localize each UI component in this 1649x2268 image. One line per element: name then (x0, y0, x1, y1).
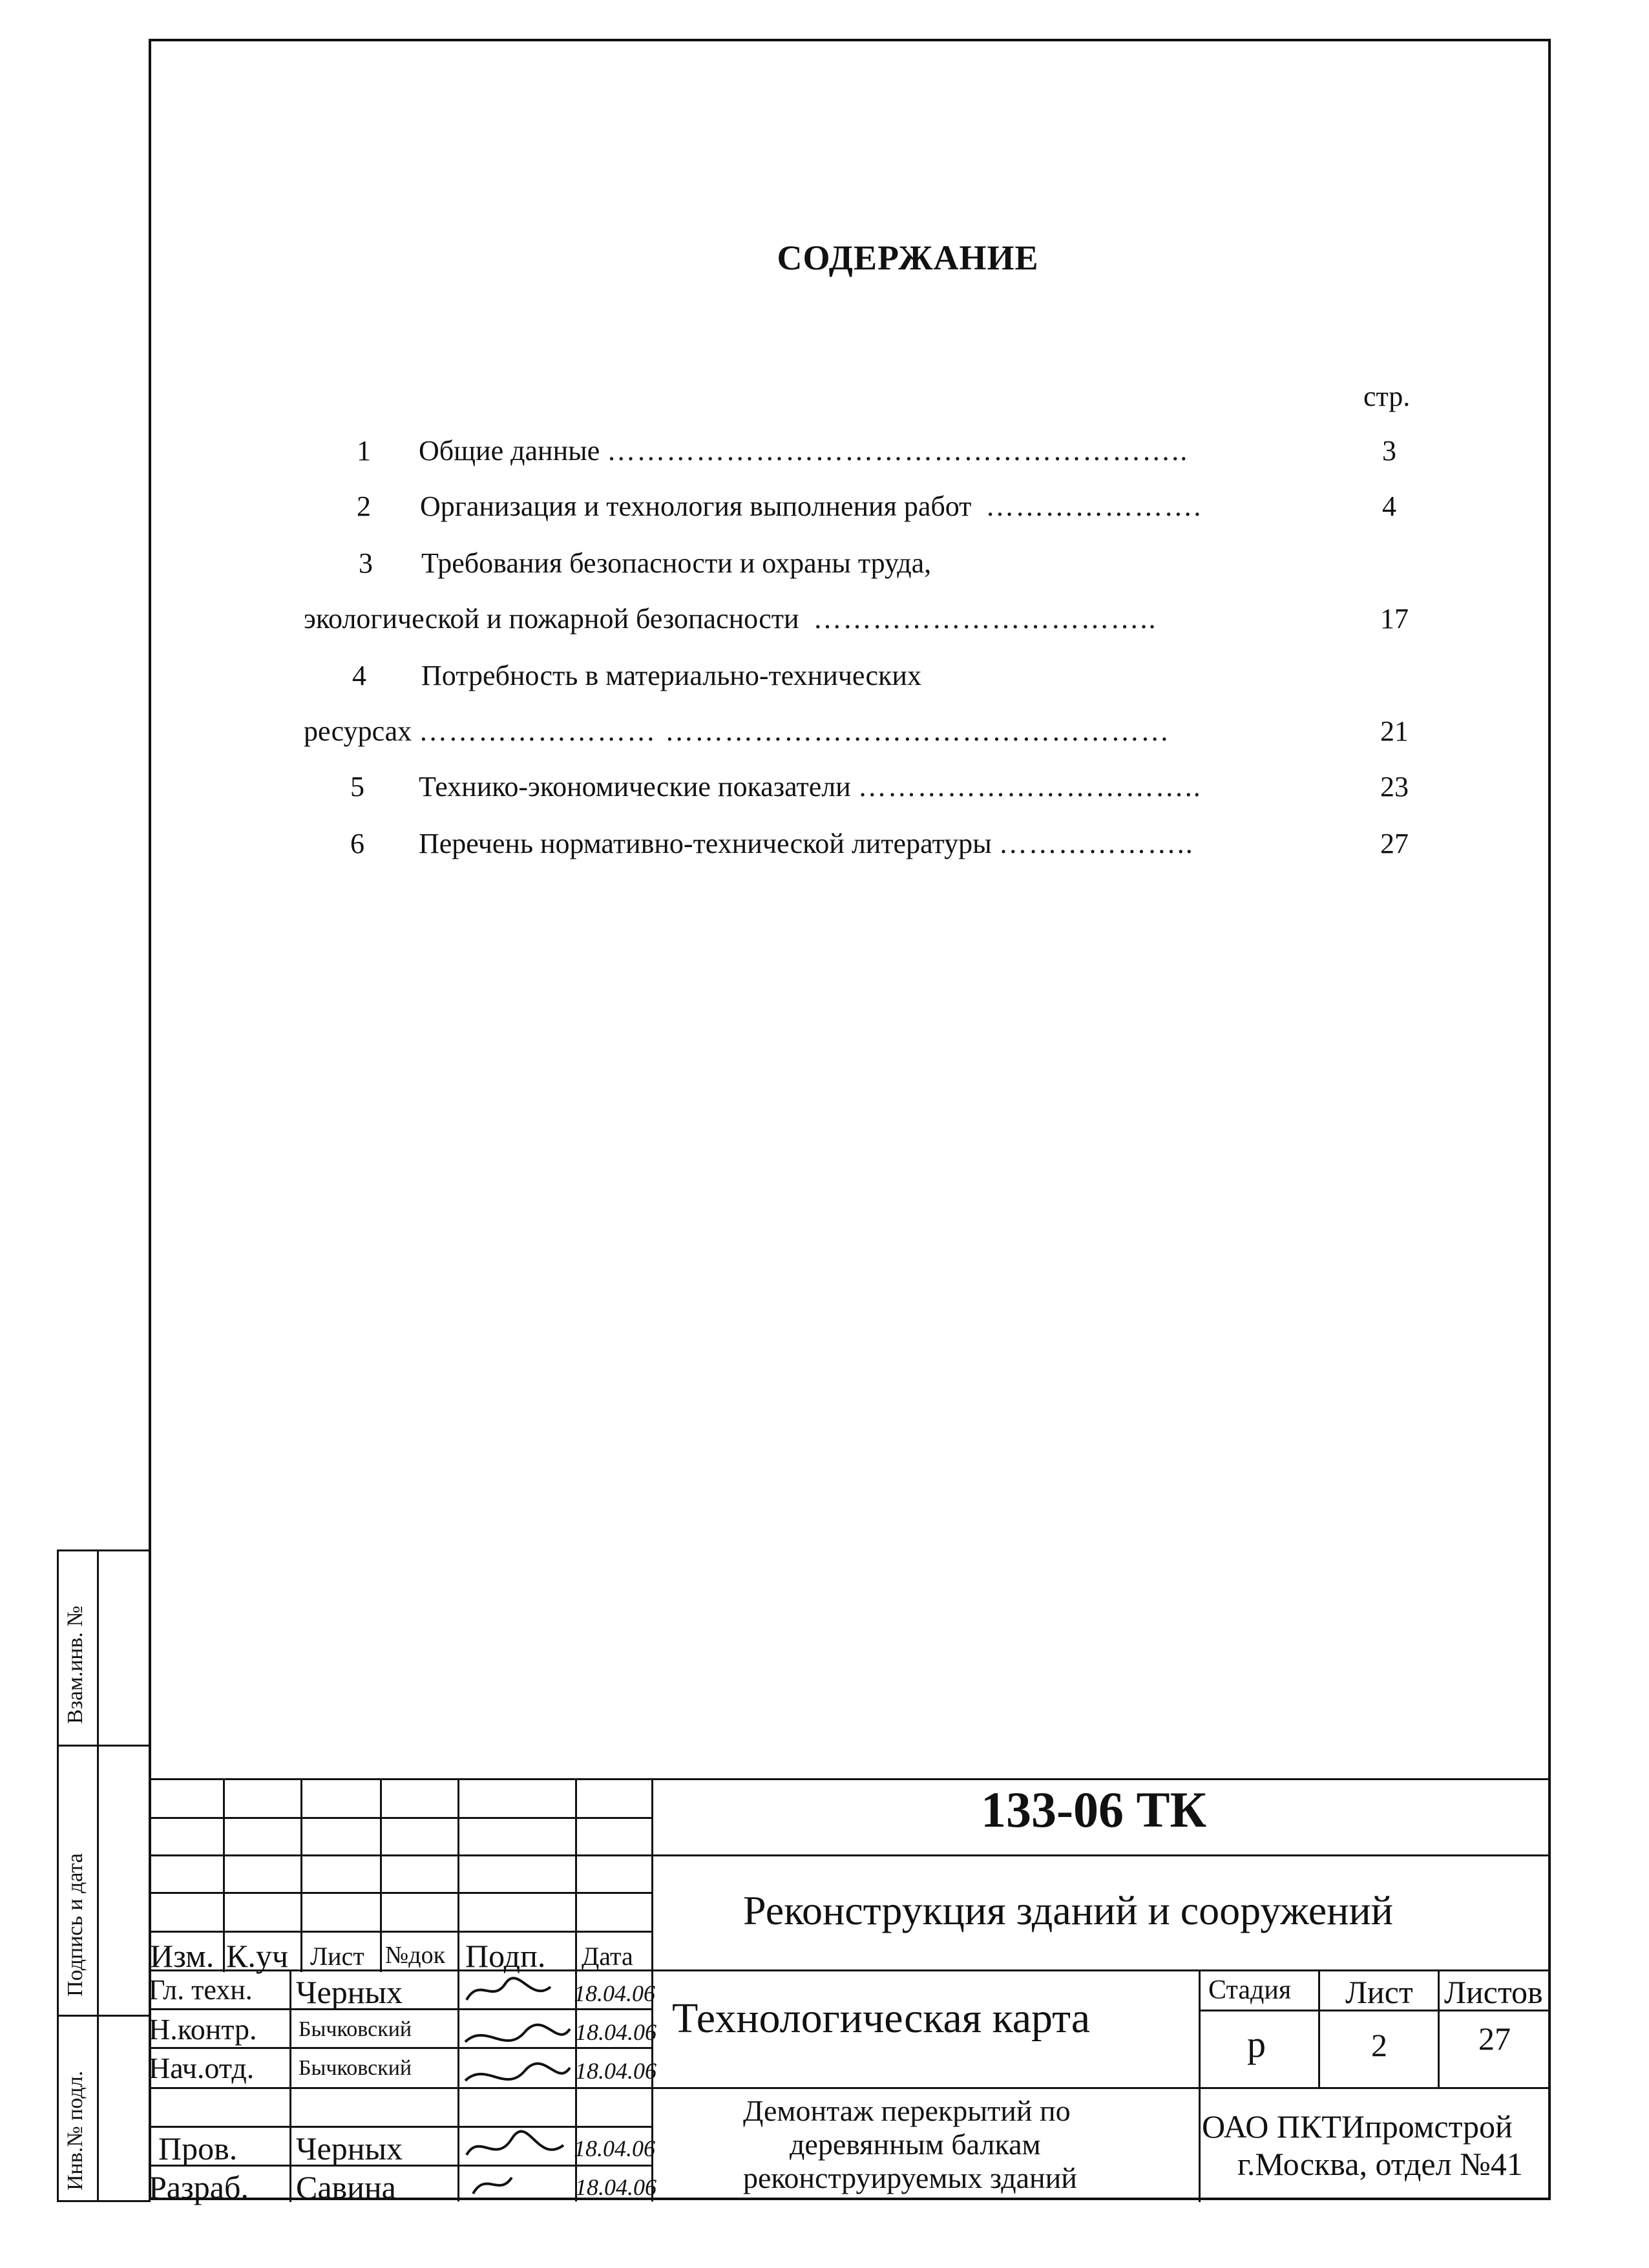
toc-item-page: 21 (1380, 715, 1409, 747)
toc-item (304, 715, 1170, 748)
toc-item-text: Общие данные (419, 435, 600, 467)
stage-header: Стадия (1208, 1975, 1292, 2005)
sheets-total-header: Листов (1444, 1974, 1543, 2010)
toc-item-dots: …………………… …………………………………………… (419, 715, 1171, 747)
role-name: Черных (296, 2130, 403, 2167)
role-name: Савина (296, 2169, 396, 2205)
toc-item-number: 3 (359, 547, 373, 579)
toc-item-number: 2 (357, 490, 371, 522)
role-name: Бычковский (299, 2056, 412, 2080)
sheet-value: 2 (1371, 2027, 1387, 2063)
project-title: Реконструкция зданий и сооружений (743, 1887, 1393, 1933)
toc-item-text: экологической и пожарной безопасности (304, 603, 799, 635)
header-list: Лист (310, 1942, 364, 1971)
podpis-data-label: Подпись и дата (63, 1853, 87, 1997)
role-label: Разраб. (149, 2169, 249, 2205)
document-subtitle-line: реконструируемых зданий (743, 2161, 1077, 2194)
toc-item-number: 6 (350, 828, 364, 859)
role-name: Черных (296, 1974, 403, 2010)
toc-item-text: Технико-экономические показатели (419, 771, 851, 803)
toc-item-text: Перечень нормативно-технической литературы (419, 828, 992, 859)
toc-item-dots: …………………. (985, 490, 1203, 522)
toc-item (420, 490, 1202, 523)
document-subtitle-line: Демонтаж перекрытий по (743, 2094, 1071, 2127)
organization-name: ОАО ПКТИпромстрой (1202, 2108, 1513, 2145)
document-code: 133-06 ТК (981, 1781, 1207, 1838)
toc-item (419, 770, 1202, 803)
role-label: Нач.отд. (149, 2052, 255, 2084)
signatures-image (460, 1971, 573, 2203)
header-data: Дата (582, 1942, 633, 1971)
stage-value: р (1247, 2023, 1266, 2065)
role-date: 18.04.06 (575, 2019, 656, 2045)
toc-item-dots: ………………………………………………….. (607, 435, 1189, 467)
toc-item-page: 3 (1382, 435, 1396, 467)
toc-item-text: Потребность в материально-технических (421, 660, 921, 691)
sheet-header: Лист (1345, 1974, 1413, 2010)
inv-podl-label: Инв.№ подл. (63, 2070, 87, 2190)
toc-item-dots: …………………………….. (813, 603, 1157, 635)
page-title: СОДЕРЖАНИЕ (777, 238, 1039, 277)
role-date: 18.04.06 (575, 2058, 656, 2084)
toc-item-text: Требования безопасности и охраны труда, (421, 547, 932, 579)
toc-item (419, 827, 1194, 860)
header-ndok: №док (385, 1942, 446, 1969)
toc-item-text: ресурсах (304, 715, 412, 747)
zam-inv-label: Взам.инв. № (63, 1605, 87, 1724)
header-izm: Изм. (150, 1938, 215, 1974)
organization-dept: г.Москва, отдел №41 (1237, 2146, 1523, 2182)
role-date: 18.04.06 (575, 2174, 656, 2200)
toc-item-number: 4 (352, 660, 366, 691)
toc-item (419, 434, 1188, 467)
toc-item-text: Организация и технология выполнения работ (420, 490, 972, 522)
document-subtitle-line: деревянным балкам (790, 2128, 1041, 2161)
toc-item-page: 17 (1380, 603, 1409, 635)
document-title: Технологическая карта (672, 1995, 1091, 2042)
toc-item-dots: ……………….. (998, 828, 1194, 859)
toc-item-number: 5 (350, 771, 364, 803)
role-label: Пров. (158, 2130, 238, 2167)
role-name: Бычковский (299, 2017, 412, 2041)
header-kuch: К.уч (226, 1938, 288, 1974)
toc-item-page: 4 (1382, 490, 1396, 522)
toc-item (304, 602, 1157, 635)
role-date: 18.04.06 (574, 2136, 655, 2161)
toc-item-number: 1 (357, 435, 371, 467)
drawing-frame (149, 39, 1551, 2200)
role-date: 18.04.06 (574, 1980, 655, 2006)
role-label: Н.контр. (149, 2013, 257, 2046)
toc-item-page: 27 (1380, 828, 1409, 859)
role-label: Гл. техн. (149, 1974, 253, 2006)
toc-item-page: 23 (1380, 771, 1409, 803)
page-column-label: стр. (1363, 381, 1411, 412)
toc-item-dots: …………………………….. (857, 771, 1202, 803)
sheets-total-value: 27 (1478, 2021, 1511, 2057)
header-podp: Подп. (465, 1938, 546, 1974)
